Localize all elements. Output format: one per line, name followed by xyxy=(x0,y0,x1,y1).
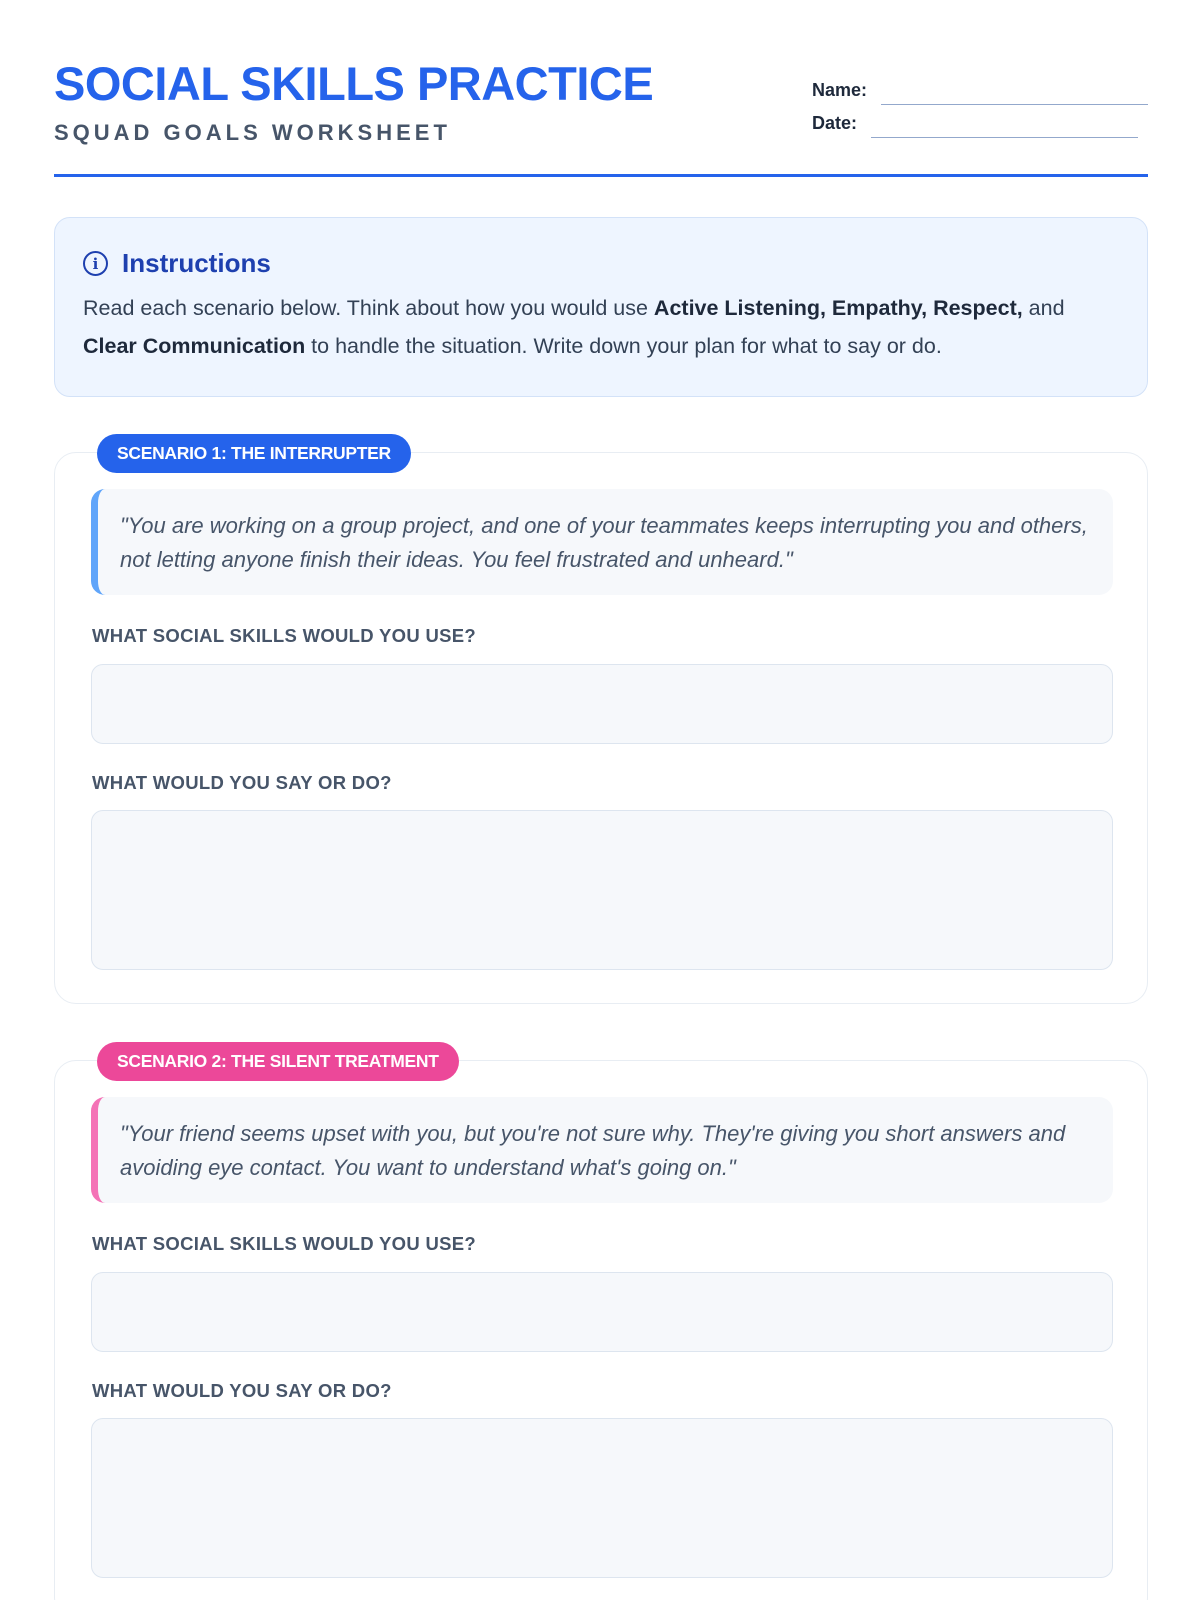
name-label: Name: xyxy=(812,80,868,100)
instructions-heading xyxy=(83,248,1119,279)
name-row xyxy=(812,72,1148,105)
scenario-card-1 xyxy=(54,452,1148,1004)
date-field[interactable] xyxy=(871,116,1138,138)
scenario-quote: "Your friend seems upset with you, but you're not sure why. They're giving you short answers and avoiding eye contact. You want to understand what's going on." xyxy=(91,1097,1113,1203)
worksheet-header xyxy=(54,58,1148,178)
skills-question-label: WHAT SOCIAL SKILLS WOULD YOU USE? xyxy=(92,625,477,646)
skills-question-label: WHAT SOCIAL SKILLS WOULD YOU USE? xyxy=(92,1233,477,1254)
header-divider xyxy=(54,174,1148,177)
scenario-card-2 xyxy=(54,1060,1148,1600)
page-subtitle: SQUAD GOALS WORKSHEET xyxy=(54,120,451,145)
name-date-block xyxy=(812,72,1148,138)
skills-emphasis: Active Listening, Empathy, Respect, xyxy=(653,296,1023,320)
communication-emphasis: Clear Communication xyxy=(83,334,306,358)
scenario-badge-2: SCENARIO 2: THE SILENT TREATMENT xyxy=(97,1042,459,1081)
action-question-label: WHAT WOULD YOU SAY OR DO? xyxy=(92,1380,392,1401)
skills-answer-box[interactable] xyxy=(91,1272,1113,1352)
date-row xyxy=(812,105,1148,138)
instructions-title: Instructions xyxy=(122,248,271,278)
page-title: SOCIAL SKILLS PRACTICE xyxy=(54,57,654,110)
name-field[interactable] xyxy=(881,83,1148,105)
scenario-badge-1: SCENARIO 1: THE INTERRUPTER xyxy=(97,434,411,473)
action-question-label: WHAT WOULD YOU SAY OR DO? xyxy=(92,772,392,793)
instructions-text: Read each scenario below. Think about how you would use Active Listening, Empathy, Respect, and Clear Communication to handle the situation. Write down your plan for what to say or do. xyxy=(83,296,1065,358)
skills-answer-box[interactable] xyxy=(91,664,1113,744)
action-answer-box[interactable] xyxy=(91,810,1113,970)
scenario-quote: "You are working on a group project, and one of your teammates keeps interrupting you and others, not letting anyone finish their ideas. You feel frustrated and unheard." xyxy=(91,489,1113,595)
date-label: Date: xyxy=(812,113,858,133)
action-answer-box[interactable] xyxy=(91,1418,1113,1578)
info-icon: i xyxy=(83,251,108,276)
instructions-panel xyxy=(54,217,1148,397)
